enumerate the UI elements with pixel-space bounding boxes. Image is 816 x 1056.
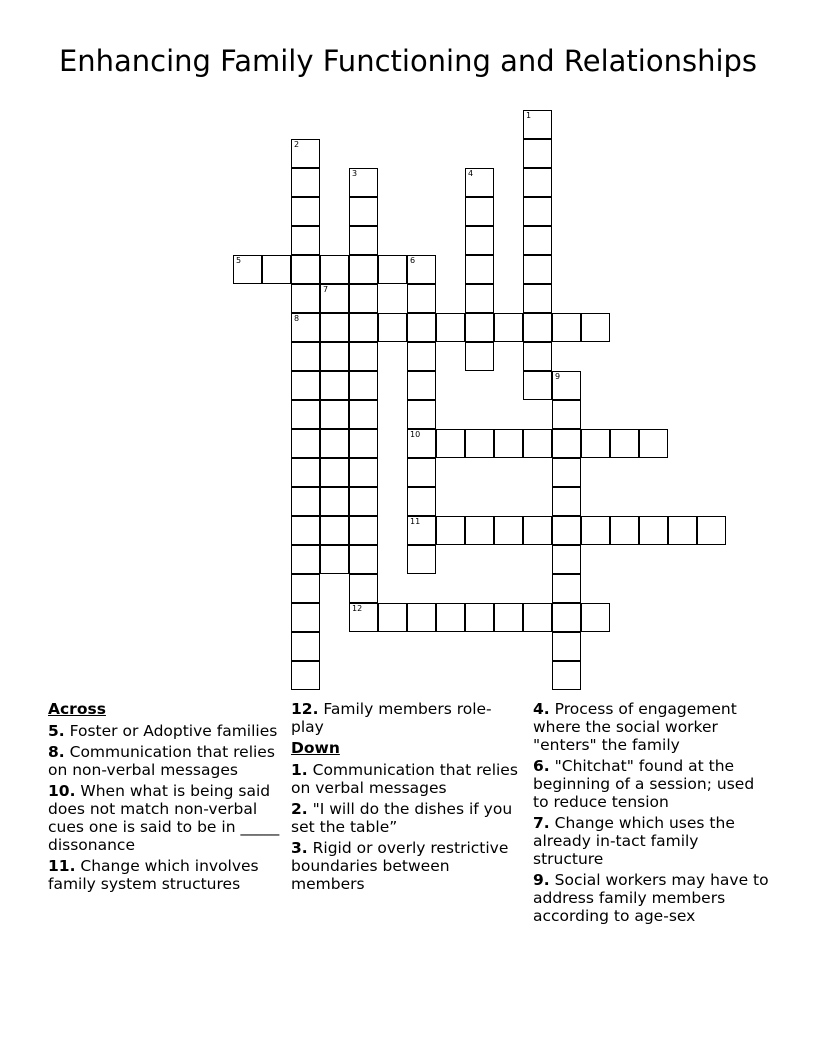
clue-text: When what is being said does not match non-verbal cues one is said to be in _____ dissonance [48,782,280,854]
crossword-cell[interactable] [291,400,320,429]
crossword-cell[interactable] [552,400,581,429]
crossword-cell[interactable] [349,168,378,197]
clue-number: 11. [48,857,76,875]
crossword-cell[interactable] [407,487,436,516]
clue-number: 8. [48,743,65,761]
crossword-cell[interactable] [407,516,436,545]
crossword-cell[interactable] [523,603,552,632]
crossword-cell[interactable] [465,168,494,197]
crossword-cell[interactable] [610,516,639,545]
crossword-cell[interactable] [465,255,494,284]
crossword-cell[interactable] [407,429,436,458]
crossword-cell[interactable] [291,429,320,458]
clue-text: "Chitchat" found at the beginning of a session; used to reduce tension [533,757,755,811]
clue-number: 9. [533,871,550,889]
crossword-cell[interactable] [320,371,349,400]
crossword-cell[interactable] [639,516,668,545]
crossword-cell[interactable] [320,487,349,516]
crossword-cell[interactable] [552,371,581,400]
clue-text: Communication that relies on non-verbal messages [48,743,275,779]
crossword-cell[interactable] [378,255,407,284]
clue-across-8 [48,743,280,779]
crossword-cell[interactable] [552,313,581,342]
crossword-cell[interactable] [349,313,378,342]
crossword-cell[interactable] [494,603,523,632]
crossword-cell[interactable] [349,487,378,516]
crossword-cell[interactable] [320,545,349,574]
crossword-cell[interactable] [523,197,552,226]
crossword-cell[interactable] [668,516,697,545]
crossword-cell[interactable] [407,545,436,574]
crossword-cell[interactable] [552,516,581,545]
clue-text: Rigid or overly restrictive boundaries between members [291,839,509,893]
cell-number: 11 [410,517,421,526]
clues-column-3 [533,700,773,928]
clue-across-5 [48,722,280,740]
crossword-cell[interactable] [320,400,349,429]
crossword-cell[interactable] [291,545,320,574]
crossword-cell[interactable] [320,255,349,284]
crossword-cell[interactable] [291,661,320,690]
crossword-cell[interactable] [552,574,581,603]
crossword-cell[interactable] [349,458,378,487]
clue-down-3 [291,839,523,893]
crossword-cell[interactable] [639,429,668,458]
crossword-cell[interactable] [436,516,465,545]
crossword-cell[interactable] [494,516,523,545]
crossword-cell[interactable] [581,313,610,342]
crossword-cell[interactable] [697,516,726,545]
across-heading: Across [48,700,106,718]
crossword-cell[interactable] [291,255,320,284]
crossword-cell[interactable] [465,603,494,632]
clue-text: "I will do the dishes if you set the table” [291,800,513,836]
crossword-cell[interactable] [320,342,349,371]
clues-column-2 [291,700,523,896]
crossword-cell[interactable] [378,603,407,632]
cell-number: 9 [555,372,561,381]
crossword-cell[interactable] [349,574,378,603]
clue-text: Family members role-play [291,700,492,736]
crossword-cell[interactable] [523,313,552,342]
crossword-cell[interactable] [465,284,494,313]
clue-text: Foster or Adoptive families [69,722,278,740]
crossword-cell[interactable] [349,255,378,284]
crossword-cell[interactable] [349,226,378,255]
crossword-cell[interactable] [552,429,581,458]
crossword-cell[interactable] [320,284,349,313]
cell-number: 10 [410,430,421,439]
crossword-cell[interactable] [552,632,581,661]
clue-text: Change which involves family system structures [48,857,259,893]
crossword-cell[interactable] [320,458,349,487]
clue-number: 7. [533,814,550,832]
crossword-cell[interactable] [291,516,320,545]
crossword-cell[interactable] [407,255,436,284]
clue-down-1 [291,761,523,797]
clue-number: 1. [291,761,308,779]
crossword-cell[interactable] [552,661,581,690]
clues-column-1 [48,700,280,896]
crossword-cell[interactable] [523,226,552,255]
crossword-cell[interactable] [465,516,494,545]
crossword-cell[interactable] [291,487,320,516]
crossword-cell[interactable] [349,545,378,574]
crossword-cell[interactable] [291,371,320,400]
clue-down-9 [533,871,773,925]
crossword-cell[interactable] [291,313,320,342]
crossword-cell[interactable] [407,313,436,342]
down-heading: Down [291,739,340,757]
cell-number: 6 [410,256,416,265]
crossword-cell[interactable] [291,284,320,313]
crossword-cell[interactable] [523,255,552,284]
clue-down-6 [533,757,773,811]
cell-number: 5 [236,256,242,265]
cell-number: 7 [323,285,329,294]
crossword-cell[interactable] [291,226,320,255]
crossword-cell[interactable] [320,313,349,342]
clue-across-11 [48,857,280,893]
crossword-cell[interactable] [233,255,262,284]
crossword-cell[interactable] [291,574,320,603]
crossword-cell[interactable] [291,139,320,168]
clue-across-10 [48,782,280,854]
cell-number: 3 [352,169,358,178]
crossword-cell[interactable] [610,429,639,458]
clue-text: Process of engagement where the social worker "enters" the family [533,700,737,754]
clue-number: 4. [533,700,550,718]
crossword-cell[interactable] [349,284,378,313]
crossword-cell[interactable] [291,458,320,487]
crossword-cell[interactable] [407,458,436,487]
clue-text: Social workers may have to address family members according to age-sex [533,871,769,925]
crossword-cell[interactable] [581,429,610,458]
clue-text: Communication that relies on verbal messages [291,761,518,797]
crossword-cell[interactable] [349,516,378,545]
crossword-cell[interactable] [523,371,552,400]
clue-number: 3. [291,839,308,857]
crossword-cell[interactable] [523,342,552,371]
crossword-cell[interactable] [349,342,378,371]
crossword-cell[interactable] [494,429,523,458]
crossword-cell[interactable] [349,400,378,429]
cell-number: 8 [294,314,300,323]
crossword-cell[interactable] [552,458,581,487]
crossword-cell[interactable] [465,226,494,255]
crossword-cell[interactable] [349,371,378,400]
clue-number: 5. [48,722,65,740]
clue-down-4 [533,700,773,754]
crossword-cell[interactable] [523,168,552,197]
crossword-cell[interactable] [320,429,349,458]
crossword-cell[interactable] [465,313,494,342]
crossword-cell[interactable] [407,284,436,313]
clue-number: 2. [291,800,308,818]
crossword-cell[interactable] [349,197,378,226]
clue-down-2 [291,800,523,836]
crossword-cell[interactable] [523,516,552,545]
crossword-cell[interactable] [552,487,581,516]
cell-number: 1 [526,111,532,120]
crossword-cell[interactable] [581,516,610,545]
crossword-cell[interactable] [407,342,436,371]
clue-down-7 [533,814,773,868]
clue-across-12 [291,700,523,736]
crossword-cell[interactable] [291,197,320,226]
clue-number: 12. [291,700,319,718]
crossword-cell[interactable] [465,342,494,371]
crossword-cell[interactable] [523,284,552,313]
crossword-cell[interactable] [523,429,552,458]
crossword-cell[interactable] [262,255,291,284]
crossword-cell[interactable] [291,632,320,661]
crossword-cell[interactable] [436,313,465,342]
cell-number: 2 [294,140,300,149]
crossword-cell[interactable] [523,139,552,168]
crossword-cell[interactable] [436,603,465,632]
crossword-cell[interactable] [407,371,436,400]
crossword-cell[interactable] [465,197,494,226]
crossword-cell[interactable] [523,110,552,139]
crossword-cell[interactable] [407,400,436,429]
crossword-cell[interactable] [320,516,349,545]
cell-number: 4 [468,169,474,178]
crossword-cell[interactable] [291,342,320,371]
crossword-cell[interactable] [291,603,320,632]
crossword-cell[interactable] [552,545,581,574]
crossword-cell[interactable] [291,168,320,197]
crossword-cell[interactable] [378,313,407,342]
cell-number: 12 [352,604,363,613]
crossword-cell[interactable] [552,603,581,632]
clue-text: Change which uses the already in-tact family structure [533,814,735,868]
clue-number: 6. [533,757,550,775]
crossword-cell[interactable] [581,603,610,632]
crossword-cell[interactable] [349,603,378,632]
crossword-cell[interactable] [465,429,494,458]
crossword-cell[interactable] [494,313,523,342]
crossword-cell[interactable] [407,603,436,632]
page-title: Enhancing Family Functioning and Relationships [58,44,758,78]
crossword-cell[interactable] [436,429,465,458]
clue-number: 10. [48,782,76,800]
crossword-cell[interactable] [349,429,378,458]
